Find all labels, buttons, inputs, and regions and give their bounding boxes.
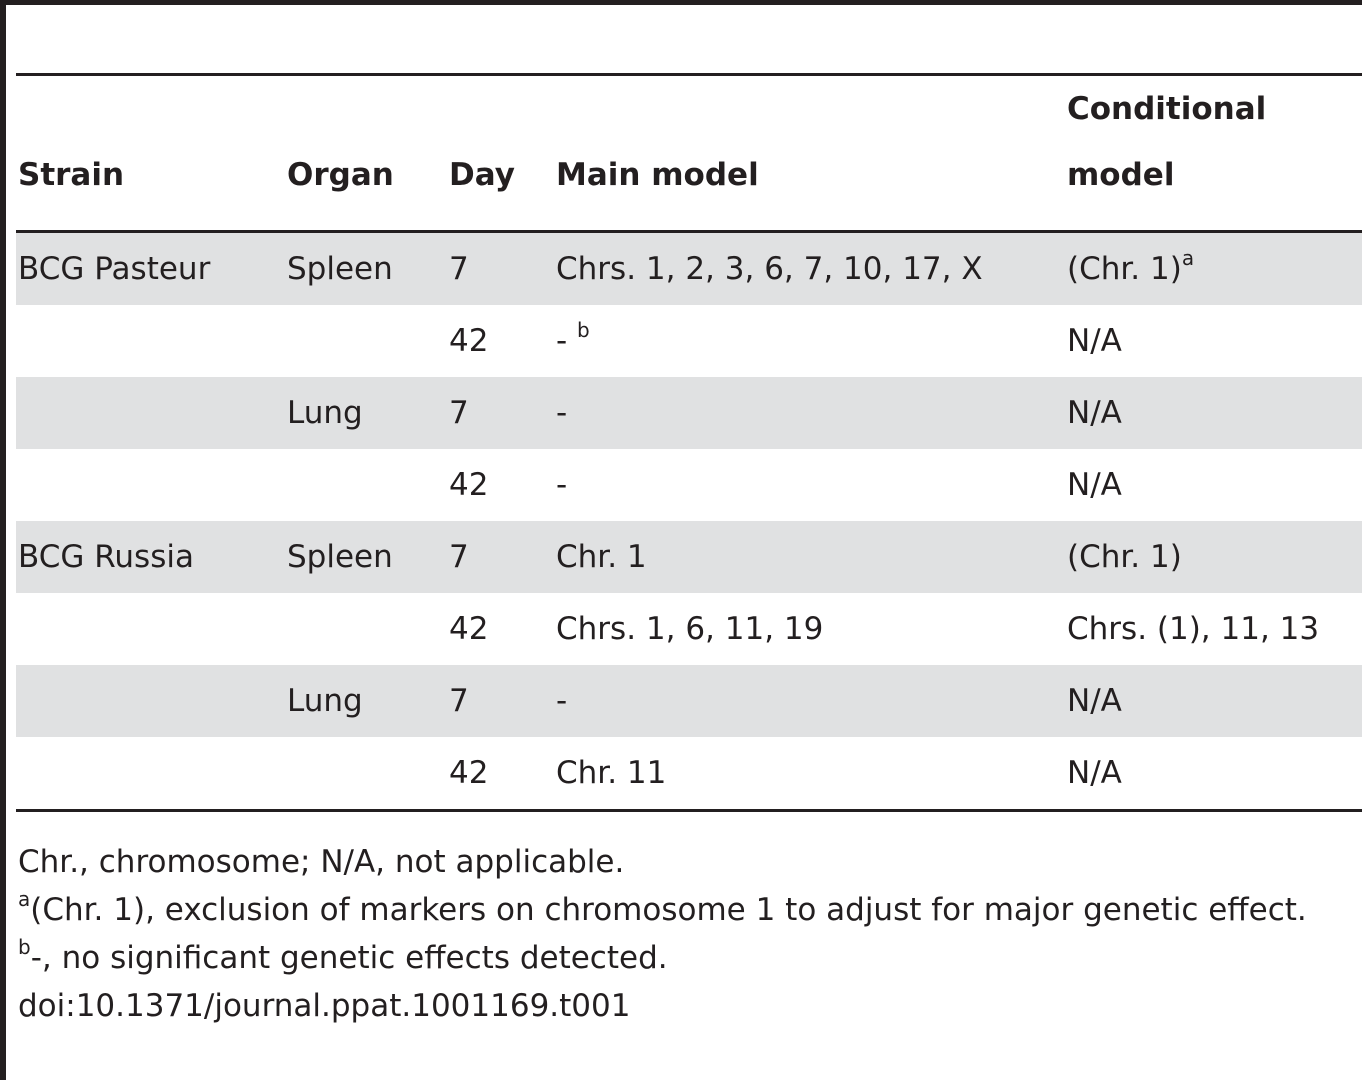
cell-organ	[285, 521, 447, 593]
cell-conditional-model	[1065, 449, 1362, 521]
cell-strain-text: BCG Pasteur	[18, 251, 211, 287]
cell-day	[447, 593, 554, 665]
cell-day-text: 7	[449, 251, 469, 287]
footnote-b-text: -, no significant genetic effects detected.	[30, 940, 668, 976]
cell-strain	[16, 305, 285, 377]
cell-day-text: 42	[449, 323, 489, 359]
cell-conditional-model	[1065, 665, 1362, 737]
table-row	[16, 737, 1362, 811]
cell-conditional-model-text: N/A	[1067, 467, 1122, 503]
footnote-marker: a	[1181, 245, 1195, 270]
cell-main-model-text: -	[556, 323, 578, 359]
table-body	[16, 232, 1362, 811]
cell-conditional-model	[1065, 593, 1362, 665]
cell-organ	[285, 305, 447, 377]
cell-conditional-model	[1065, 305, 1362, 377]
cell-main-model-text: -	[556, 395, 568, 431]
footnote-marker: b	[577, 317, 590, 342]
header-main-model: Main model	[556, 157, 759, 193]
cell-main-model	[554, 305, 1065, 377]
top-border-rule	[0, 0, 1362, 5]
cell-day-text: 7	[449, 683, 469, 719]
cell-main-model	[554, 593, 1065, 665]
results-table	[16, 76, 1362, 812]
cell-main-model	[554, 377, 1065, 449]
cell-day	[447, 377, 554, 449]
footnote-a-mark: a	[18, 886, 31, 911]
cell-strain-text: BCG Russia	[18, 539, 194, 575]
table-row	[16, 593, 1362, 665]
header-strain: Strain	[18, 157, 125, 193]
cell-day	[447, 737, 554, 811]
cell-day-text: 7	[449, 539, 469, 575]
table-row	[16, 521, 1362, 593]
doi-link[interactable]: doi:10.1371/journal.ppat.1001169.t001	[18, 988, 631, 1024]
cell-organ	[285, 593, 447, 665]
cell-conditional-model-text: (Chr. 1)	[1067, 539, 1182, 575]
header-day: Day	[449, 157, 515, 193]
cell-conditional-model-text: N/A	[1067, 395, 1122, 431]
cell-conditional-model-text: N/A	[1067, 683, 1122, 719]
cell-conditional-model-text: N/A	[1067, 755, 1122, 791]
cell-day-text: 7	[449, 395, 469, 431]
cell-day	[447, 305, 554, 377]
cell-organ	[285, 449, 447, 521]
cell-day-text: 42	[449, 467, 489, 503]
cell-main-model	[554, 449, 1065, 521]
cell-strain	[16, 377, 285, 449]
cell-main-model-text: -	[556, 467, 568, 503]
cell-organ-text: Spleen	[287, 539, 393, 575]
cell-strain	[16, 521, 285, 593]
cell-conditional-model	[1065, 232, 1362, 306]
header-conditional-model: Conditional model	[1067, 91, 1267, 193]
cell-organ	[285, 377, 447, 449]
cell-day	[447, 232, 554, 306]
cell-day	[447, 521, 554, 593]
footnote-b	[18, 934, 1348, 982]
footnote-b-mark: b	[18, 934, 31, 959]
cell-main-model-text: -	[556, 683, 568, 719]
cell-main-model-text: Chr. 11	[556, 755, 667, 791]
cell-main-model-text: Chrs. 1, 2, 3, 6, 7, 10, 17, X	[556, 251, 983, 287]
table-row	[16, 449, 1362, 521]
cell-main-model-text: Chr. 1	[556, 539, 647, 575]
cell-day	[447, 665, 554, 737]
footnote-abbreviations: Chr., chromosome; N/A, not applicable.	[18, 844, 625, 880]
cell-day-text: 42	[449, 755, 489, 791]
table-row	[16, 665, 1362, 737]
cell-organ	[285, 737, 447, 811]
cell-day	[447, 449, 554, 521]
cell-strain	[16, 665, 285, 737]
cell-organ	[285, 665, 447, 737]
cell-main-model	[554, 521, 1065, 593]
table-row	[16, 377, 1362, 449]
cell-conditional-model-text: Chrs. (1), 11, 13	[1067, 611, 1320, 647]
footnote-a	[18, 886, 1348, 934]
cell-strain	[16, 737, 285, 811]
cell-conditional-model	[1065, 377, 1362, 449]
table-row	[16, 305, 1362, 377]
footnote-a-text: (Chr. 1), exclusion of markers on chromosome 1 to adjust for major genetic effect.	[30, 892, 1307, 928]
cell-strain	[16, 593, 285, 665]
cell-strain	[16, 449, 285, 521]
cell-main-model	[554, 665, 1065, 737]
left-border-rule	[0, 0, 6, 1080]
table-row	[16, 232, 1362, 306]
cell-day-text: 42	[449, 611, 489, 647]
cell-conditional-model-text: (Chr. 1)	[1067, 251, 1182, 287]
cell-main-model	[554, 232, 1065, 306]
table-header-row	[16, 76, 1362, 232]
cell-conditional-model	[1065, 737, 1362, 811]
cell-main-model-text: Chrs. 1, 6, 11, 19	[556, 611, 824, 647]
header-organ: Organ	[287, 157, 394, 193]
cell-organ	[285, 232, 447, 306]
cell-conditional-model-text: N/A	[1067, 323, 1122, 359]
cell-organ-text: Spleen	[287, 251, 393, 287]
cell-organ-text: Lung	[287, 395, 363, 431]
cell-organ-text: Lung	[287, 683, 363, 719]
cell-main-model	[554, 737, 1065, 811]
cell-strain	[16, 232, 285, 306]
cell-conditional-model	[1065, 521, 1362, 593]
table-footnotes	[18, 838, 1348, 1030]
results-table-container	[16, 73, 1362, 812]
